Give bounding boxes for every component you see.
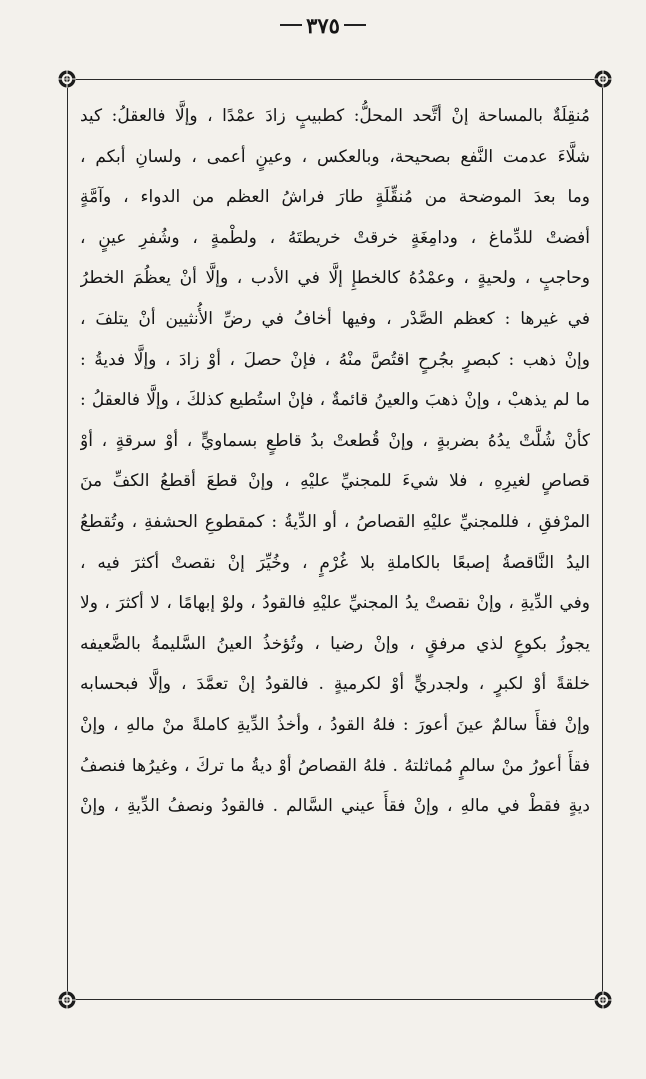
text-line: كأنْ شُلَّتْ يدُهُ بضربةٍ ، وإنْ قُطعتْ بدُ قاطعٍ بسماويٍّ ، أوْ سرقةٍ ، أوْ bbox=[80, 430, 590, 451]
text-line: ما لم يذهبْ ، وإنْ ذهبَ والعينُ قائمةٌ ، فإنْ استُطيع كذلكَ ، وإلَّا فالعقلُ : bbox=[80, 390, 590, 411]
text-line: خلقةً أوْ لكبرٍ ، ولجدريٍّ أوْ لكرميةٍ . فالقودُ إنْ تعمَّدَ ، وإلَّا فبحسابه bbox=[80, 674, 590, 695]
text-line: شلَّاءَ عدمت النَّفع بصحيحة، وبالعكس ، وعينٍ أعمى ، ولسانِ أبكم ، bbox=[80, 146, 590, 167]
header-dash-left bbox=[280, 24, 302, 26]
header-dash-right bbox=[344, 24, 366, 26]
text-line: أفضتْ للدِّماغ ، ودامِغَةٍ خرقتْ خريطتَهُ ، ولطْمةٍ ، وشُفرِ عينٍ ، bbox=[80, 227, 590, 248]
text-line: مُنقِلَةٌ بالمساحة إنْ أتَّحد المحلُّ: كطبيبٍ زادَ عمْدًا ، وإلَّا فالعقلُ: كيد bbox=[80, 106, 590, 126]
page-header bbox=[0, 8, 646, 42]
text-line: ديةٍ فقطْ في مالهِ ، وإنْ فقأَ عيني السَّالم . فالقودُ ونصفُ الدِّيةِ ، وإنْ bbox=[80, 796, 590, 817]
text-line: وإنْ فقأَ سالمٌ عينَ أعورَ : فلهُ القودُ ، وأخذُ الدِّيةِ كاملةً منْ مالهِ ، وإنْ bbox=[80, 714, 590, 735]
page-number: ٣٧٥ bbox=[306, 12, 340, 38]
text-line: يجوزُ بكوعٍ لذي مرفقٍ ، وإنْ رضيا ، وتُؤخذُ العينُ السَّليمةُ بالضَّعيفه bbox=[80, 633, 590, 654]
ornamental-rosette-icon bbox=[593, 69, 613, 89]
text-line: فقأَ أعورُ منْ سالمٍ مُماثلتهُ . فلهُ القصاصُ أوْ ديةُ ما تركَ ، وغيرُها فنصفُ bbox=[80, 755, 590, 776]
text-line: اليدُ النَّاقصةُ إصبعًا بالكاملةِ بلا غُرْمٍ ، وخُيِّرَ إنْ نقصتْ أكثرَ فيه ، bbox=[80, 552, 590, 573]
text-line: في غيرها : كعظم الصَّدْر ، وفيها أخافُ في رضِّ الأُنثيين أنْ يتلفَ ، bbox=[80, 308, 590, 329]
text-line: وما بعدَ الموضحة من مُنقِّلَةٍ طارَ فراشُ العظم من الدواء ، وآمَّةٍ bbox=[80, 187, 590, 208]
body-text bbox=[80, 96, 590, 827]
ornamental-rosette-icon bbox=[593, 990, 613, 1010]
ornamental-rosette-icon bbox=[57, 69, 77, 89]
text-line: المرْفقِ ، فللمجنيِّ عليْهِ القصاصُ ، أو الدِّيةُ : كمقطوعِ الحشفةِ ، وتُقطعُ bbox=[80, 511, 590, 532]
text-line: وحاجبٍ ، ولحيةٍ ، وعمْدُهُ كالخطإِ إلَّا في الأدب ، وإلَّا أنْ يعظُمَ الخطرُ bbox=[80, 268, 590, 289]
text-line: وإنْ ذهب : كبصرٍ بجُرحٍ اقتُصَّ منْهُ ، فإنْ حصلَ ، أوْ زادَ ، وإلَّا فديةُ : bbox=[80, 349, 590, 370]
ornamental-rosette-icon bbox=[57, 990, 77, 1010]
text-line: وفي الدِّيةِ ، وإنْ نقصتْ يدُ المجنيِّ عليْهِ فالقودُ ، ولوْ إبهامًا ، لا أكثرَ ، ولا bbox=[80, 593, 590, 614]
text-line: قصاصٍ لغيرِهِ ، فلا شيءَ للمجنيِّ عليْهِ ، وإنْ قطعَ أقطعُ الكفِّ منَ bbox=[80, 471, 590, 492]
